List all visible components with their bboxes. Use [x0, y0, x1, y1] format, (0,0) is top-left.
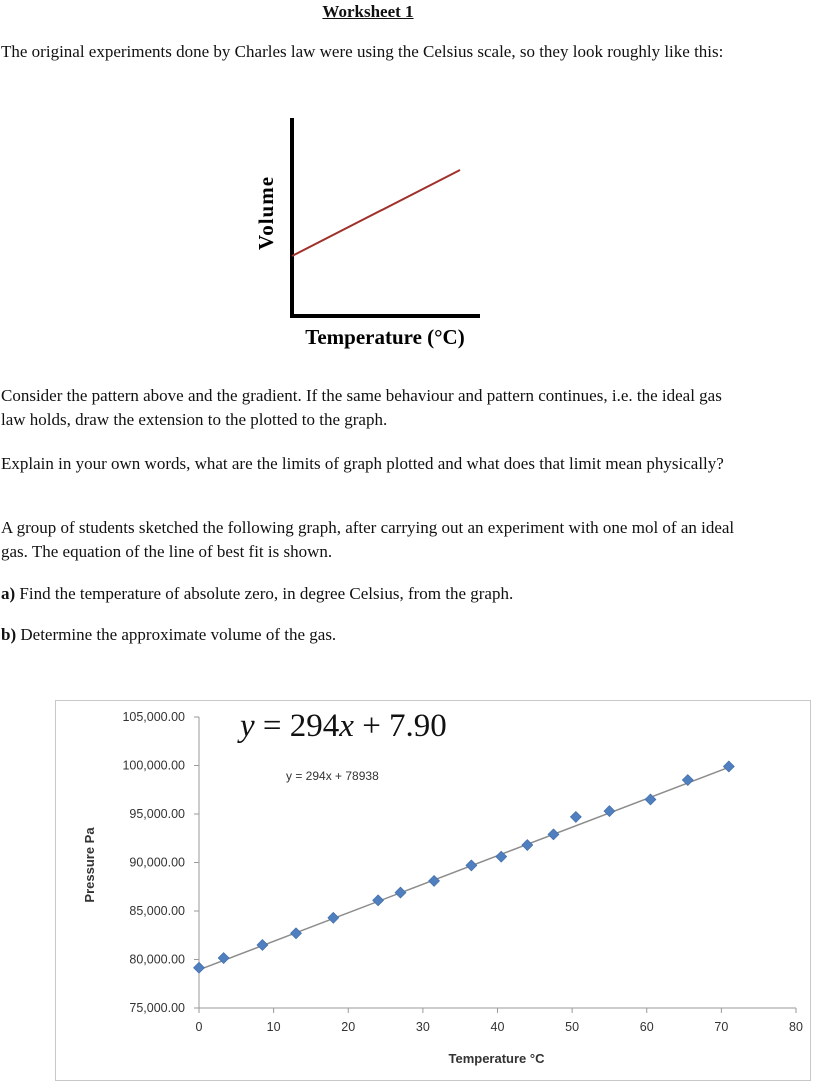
handwritten-equation [240, 708, 447, 745]
sketch-ylabel: Volume [254, 175, 278, 251]
chart-svg [56, 701, 810, 1080]
y-tick-label: 100,000.00 [122, 758, 185, 773]
y-tick-label: 95,000.00 [129, 807, 185, 821]
x-tick-label: 10 [266, 1020, 281, 1034]
x-axis-title: Temperature °C [448, 1051, 545, 1066]
students-paragraph: A group of students sketched the following graph, after carrying out an experiment with one mol of an ideal gas. The equation of the line of best fit is shown. [1, 518, 735, 561]
pressure-temperature-chart [55, 700, 811, 1081]
x-tick-label: 50 [565, 1020, 580, 1034]
x-tick-label: 70 [714, 1020, 729, 1034]
question-b [1, 623, 741, 647]
charles-law-sketch [250, 112, 490, 357]
data-point [548, 829, 559, 840]
x-tick-label: 80 [789, 1020, 803, 1034]
data-point [194, 962, 205, 973]
trendline-label: y = 294x + 78938 [286, 769, 379, 783]
y-tick-label: 105,000.00 [122, 710, 185, 724]
explain-paragraph: Explain in your own words, what are the limits of graph plotted and what does that limit mean physically? [1, 454, 724, 473]
data-point [373, 895, 384, 906]
x-tick-label: 40 [490, 1020, 505, 1034]
sketch-volume-line [292, 170, 460, 256]
question-a-label: a) [1, 584, 16, 603]
equation-y: y [240, 708, 255, 744]
x-tick-label: 20 [341, 1020, 356, 1034]
y-tick-label: 75,000.00 [129, 1001, 185, 1015]
x-tick-label: 60 [639, 1020, 654, 1034]
consider-paragraph: Consider the pattern above and the gradient. If the same behaviour and pattern continues, i.e. the ideal gas law holds, draw the extension to the plotted to the graph. [1, 386, 722, 429]
data-point [395, 887, 406, 898]
x-tick-label: 30 [415, 1020, 430, 1034]
equation-tail: + 7.90 [353, 708, 447, 744]
y-tick-label: 90,000.00 [129, 855, 185, 870]
intro-paragraph: The original experiments done by Charles law were using the Celsius scale, so they look roughly like this: [1, 42, 724, 61]
data-point [257, 939, 268, 950]
data-point [570, 811, 581, 822]
question-a-text: Find the temperature of absolute zero, in degree Celsius, from the graph. [15, 584, 514, 603]
data-point [723, 761, 734, 772]
equation-x: x [339, 708, 354, 744]
data-point [466, 860, 477, 871]
worksheet-title: Worksheet 1 [322, 2, 414, 21]
data-point [522, 840, 533, 851]
question-a [1, 582, 741, 606]
sketch-xlabel: Temperature (°C) [305, 325, 465, 349]
x-tick-label: 0 [195, 1020, 203, 1034]
y-axis-title: Pressure Pa [82, 827, 97, 903]
data-point [429, 875, 440, 886]
y-tick-label: 85,000.00 [129, 904, 185, 918]
y-tick-label: 80,000.00 [129, 952, 185, 967]
question-b-label: b) [1, 625, 17, 644]
data-point [328, 912, 339, 923]
data-point [291, 928, 302, 939]
question-b-text: Determine the approximate volume of the gas. [16, 625, 337, 644]
equation-middle: = 294 [254, 708, 340, 744]
